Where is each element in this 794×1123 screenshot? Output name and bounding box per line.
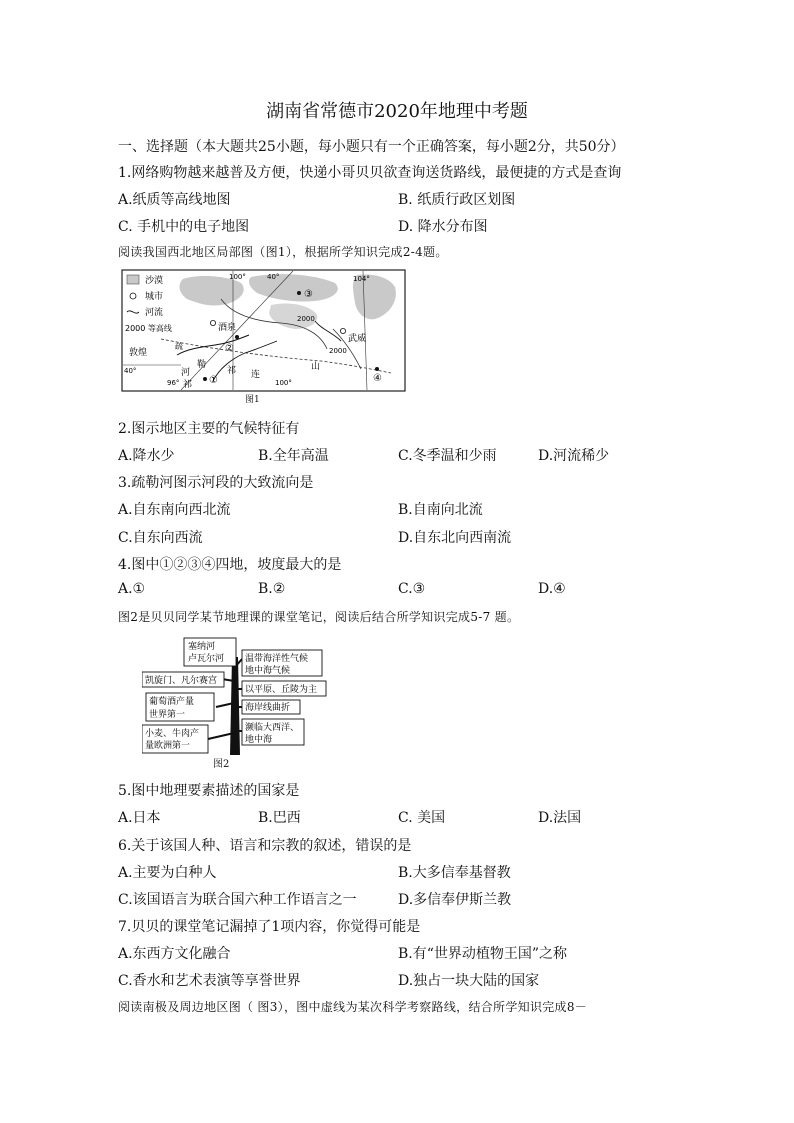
mountain-label: 山 — [311, 362, 321, 372]
question-4-stem: 4.图中①②③④四地，坡度最大的是 — [118, 557, 342, 573]
point-marker — [235, 335, 239, 339]
question-4-option-b: B.② — [258, 581, 286, 597]
legend-city-icon — [130, 293, 136, 299]
city-icon — [210, 320, 215, 325]
question-5-option-c: C. 美国 — [398, 810, 446, 826]
legend-desert-swatch — [127, 275, 139, 284]
legend-contour: 2000 等高线 — [125, 324, 172, 333]
contour-value: 2000 — [297, 315, 315, 323]
question-4-option-d: D.④ — [538, 581, 566, 597]
question-6-option-a: A.主要为白种人 — [118, 865, 217, 881]
question-1-option-c: C. 手机中的电子地图 — [118, 219, 250, 235]
note-text: 小麦、牛肉产 — [145, 729, 200, 739]
question-5-option-a: A.日本 — [118, 810, 161, 826]
point-2: ② — [225, 343, 234, 354]
mountain-label: 连 — [251, 370, 261, 380]
mountain-label: 祁 — [227, 366, 237, 376]
question-6-option-c: C.该国语言为联合国六种工作语言之一 — [118, 892, 357, 908]
legend-river: 河流 — [145, 308, 164, 318]
label-lon-96: 96° — [167, 379, 180, 387]
point-3: ③ — [304, 289, 313, 300]
question-3-option-c: C.自东向西流 — [118, 530, 203, 546]
figure-1-caption: 图1 — [245, 395, 260, 405]
note-text: 地中海 — [245, 735, 273, 745]
question-4-option-a: A.① — [118, 581, 146, 597]
reading-intro-3: 阅读南极及周边地区图（ 图3），图中虚线为某次科学考察路线，结合所学知识完成8－ — [118, 1000, 588, 1014]
section-heading: 一、选择题（本大题共25小题，每小题只有一个正确答案，每小题2分，共50分） — [118, 139, 625, 155]
note-text: 以平原、丘陵为主 — [245, 685, 318, 695]
question-6-option-d: D.多信奉伊斯兰教 — [398, 892, 512, 908]
river-label: 勒 — [197, 360, 207, 370]
point-marker — [375, 367, 379, 371]
reading-intro-1: 阅读我国西北地区局部图（图1），根据所学知识完成2-4题。 — [118, 245, 448, 259]
question-2-option-b: B.全年高温 — [258, 448, 329, 464]
point-marker — [203, 377, 207, 381]
question-2-stem: 2.图示地区主要的气候特征有 — [118, 421, 300, 437]
question-7-stem: 7.贝贝的课堂笔记漏掉了1项内容，你觉得可能是 — [118, 919, 421, 935]
question-5-option-d: D.法国 — [538, 810, 582, 826]
river-label: 疏 — [175, 342, 183, 351]
point-1: ① — [209, 375, 218, 386]
tree-branch — [208, 733, 234, 739]
question-2-option-a: A.降水少 — [118, 448, 175, 464]
note-text: 塞纳河 — [188, 642, 216, 652]
question-1-stem: 1.网络购物越来越普及方便，快递小哥贝贝欲查询送货路线，最便捷的方式是查询 — [118, 165, 622, 181]
question-1-option-b: B. 纸质行政区划图 — [398, 192, 516, 208]
legend-city: 城市 — [145, 292, 164, 302]
question-1-option-d: D. 降水分布图 — [398, 219, 488, 235]
contour-value: 2000 — [329, 347, 347, 355]
label-lon-100: 100° — [229, 273, 246, 281]
legend-desert: 沙漠 — [145, 276, 164, 286]
city-wuwei: 武威 — [348, 334, 367, 344]
note-text: 世界第一 — [149, 710, 186, 720]
note-text: 卢瓦尔河 — [188, 654, 225, 664]
label-lat-40: 40° — [267, 273, 280, 281]
city-jiuquan: 酒泉 — [218, 323, 237, 333]
river-label: 河 — [181, 368, 191, 378]
note-text: 量欧洲第一 — [145, 741, 191, 751]
city-icon — [340, 328, 345, 333]
question-4-option-c: C.③ — [398, 581, 426, 597]
question-7-option-a: A.东西方文化融合 — [118, 946, 231, 962]
question-5-option-b: B.巴西 — [258, 810, 301, 826]
figure-2-caption: 图2 — [213, 759, 230, 770]
question-2-option-d: D.河流稀少 — [538, 448, 610, 464]
label-lat-40-left: 40° — [124, 367, 137, 375]
question-7-option-c: C.香水和艺术表演等享誉世界 — [118, 973, 301, 989]
note-text: 葡萄酒产量 — [149, 697, 195, 707]
question-3-option-d: D.自东北向西南流 — [398, 530, 512, 546]
question-7-option-b: B.有“世界动植物王国”之称 — [398, 946, 568, 962]
question-6-stem: 6.关于该国人种、语言和宗教的叙述，错误的是 — [118, 838, 412, 854]
note-text: 地中海气候 — [245, 666, 291, 676]
question-6-option-b: B.大多信奉基督教 — [398, 865, 511, 881]
point-marker — [297, 291, 301, 295]
question-7-option-d: D.独占一块大陆的国家 — [398, 973, 540, 989]
figure-2-notes-tree — [142, 637, 327, 755]
question-1-option-a: A.纸质等高线地图 — [118, 192, 231, 208]
mountain-label: 祁 — [183, 380, 193, 390]
reading-intro-2: 图2是贝贝同学某节地理课的课堂笔记，阅读后结合所学知识完成5-7 题。 — [118, 610, 520, 624]
note-text: 凯旋门、凡尔赛宫 — [145, 676, 218, 686]
label-lon-100-bottom: 100° — [275, 379, 292, 387]
page-title: 湖南省常德市2020年地理中考题 — [266, 101, 528, 122]
note-text: 濒临大西洋、 — [245, 723, 300, 733]
question-3-stem: 3.疏勒河图示河段的大致流向是 — [118, 475, 314, 491]
question-3-option-a: A.自东南向西北流 — [118, 502, 231, 518]
city-dunhuang: 敦煌 — [129, 348, 148, 358]
question-3-option-b: B.自南向北流 — [398, 502, 483, 518]
point-4: ④ — [373, 373, 382, 384]
question-2-option-c: C.冬季温和少雨 — [398, 448, 497, 464]
note-text: 海岸线曲折 — [245, 703, 291, 713]
note-text: 温带海洋性气候 — [245, 654, 309, 664]
question-5-stem: 5.图中地理要素描述的国家是 — [118, 783, 300, 799]
figure-1-map — [121, 269, 406, 392]
label-lon-104: 104° — [353, 275, 370, 283]
